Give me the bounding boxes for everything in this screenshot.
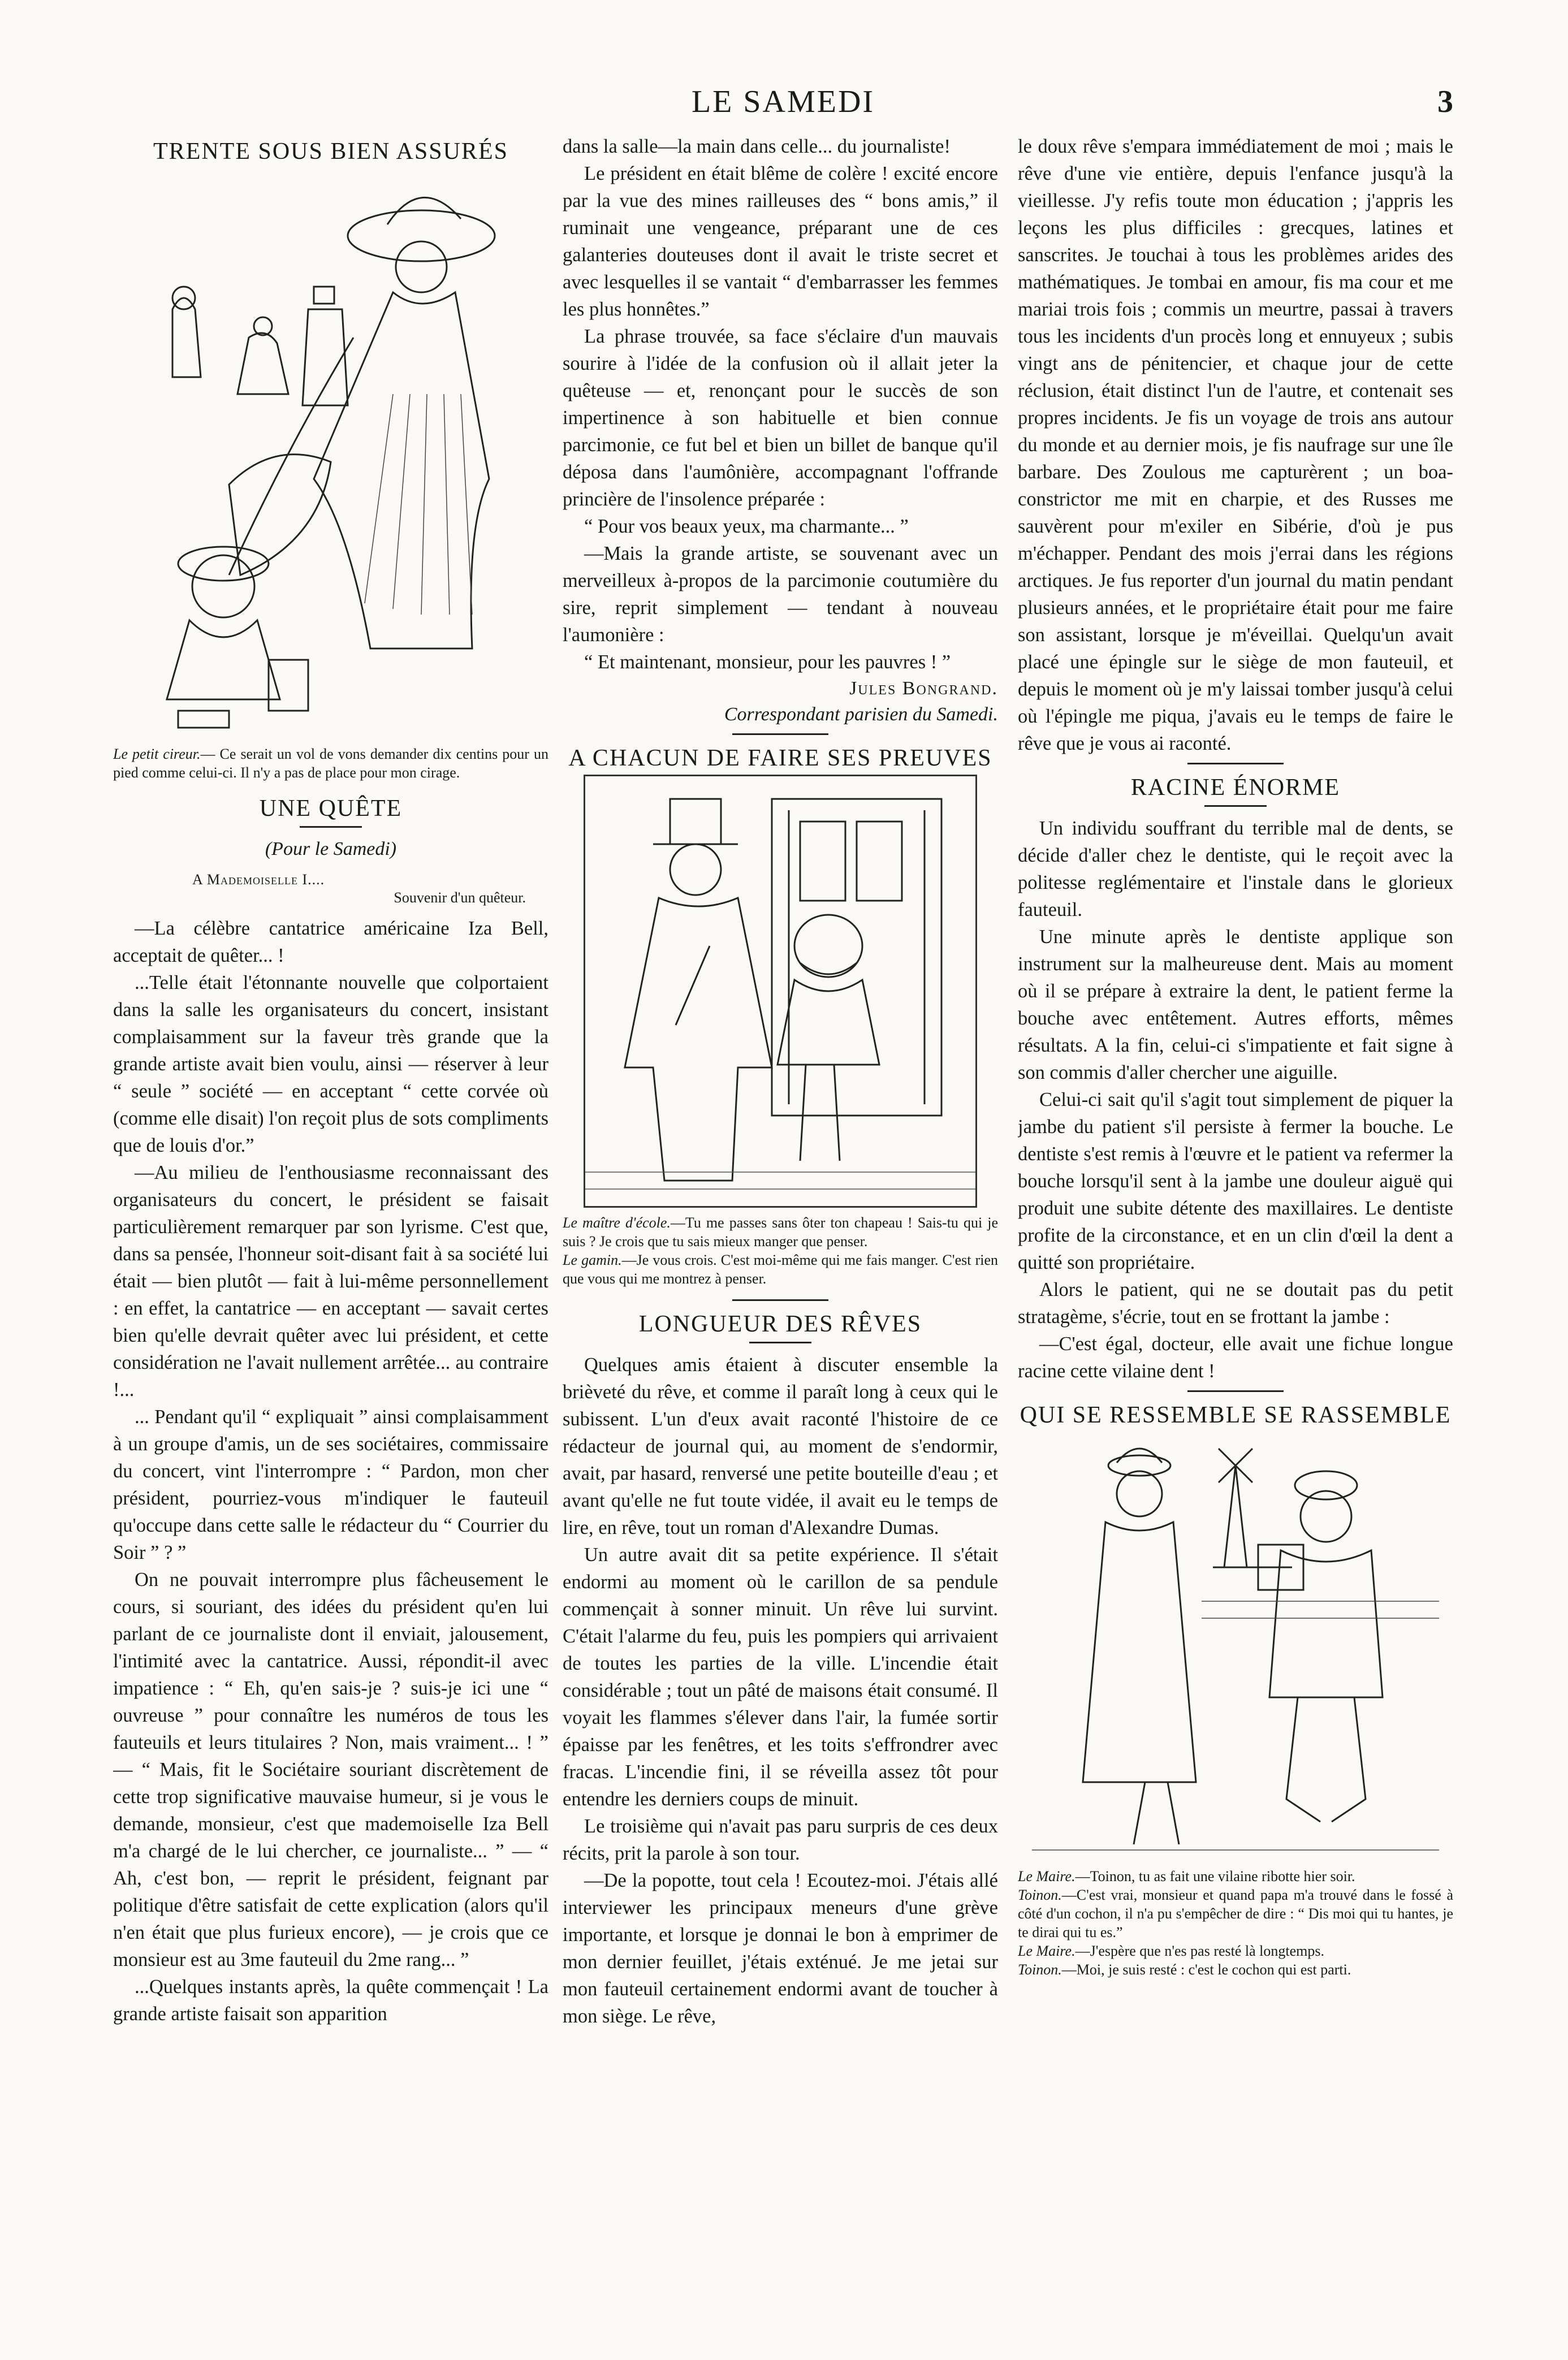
article-title-qui-se-ressemble: QUI SE RESSEMBLE SE RASSEMBLE: [1020, 1402, 1452, 1428]
article-byline: (Pour le Samedi): [265, 838, 397, 859]
article-title-racine-enorme: RACINE ÉNORME: [1130, 775, 1341, 801]
paragraph: Le troisième qui n'avait pas paru surpris de ces deux récits, prit la parole à son tour.: [563, 1816, 998, 1864]
column-2: [563, 133, 998, 2327]
section-rule: [1204, 805, 1267, 807]
paragraph: “ Et maintenant, monsieur, pour les pauvres ! ”: [584, 651, 951, 673]
newspaper-title: LE SAMEDI: [691, 84, 875, 119]
dedication: [113, 871, 548, 907]
illustration-shoeshine: [127, 168, 534, 739]
section-rule: [732, 1299, 828, 1301]
column-3: [1018, 133, 1453, 2327]
article-title-une-quete: UNE QUÊTE: [259, 796, 403, 822]
paragraph: Quelques amis étaient à discuter ensemble la brièveté du rêve, et comme il paraît long à ceux qui le subissent. L'un d'eux avait raconté l'histoire de ce rédacteur de journal qui, au moment de s'endormir, avait, par hasard, renversé une petite bouteille d'eau ; et avant qu'elle ne fut toute vidée, il avait eu le temps de lire, en rêve, tout un roman d'Alexandre Dumas.: [563, 1354, 998, 1538]
caption-speaker: Toinon.: [1018, 1961, 1062, 1978]
article-title-a-chacun: A CHACUN DE FAIRE SES PREUVES: [568, 745, 992, 771]
caption-text: —Tu me passes sans ôter ton chapeau ! Sais-tu qui je suis ? Je crois que tu sais mieux manger que penser.: [563, 1214, 998, 1250]
illustration-schoolmaster: [584, 775, 977, 1208]
caption-text: —Moi, je suis resté : c'est le cochon qui est parti.: [1061, 1961, 1351, 1978]
paragraph: Un individu souffrant du terrible mal de dents, se décide d'aller chez le dentiste, qui le reçoit avec la politesse reglémentaire et l'instale dans le glorieux fauteuil.: [1018, 818, 1453, 920]
caption-speaker: Toinon.: [1018, 1887, 1062, 1903]
paragraph: Le président en était blême de colère ! excité encore par la vue des mines railleuses des “ bons amis,” il ruminait une vengeance, préparant une de ces galanteries douteuses dont il avait le triste secret et avec lesquelles il se vantait “ d'embarrasser les femmes les plus honnêtes.”: [563, 163, 998, 320]
paragraph: —Au milieu de l'enthousiasme reconnaissant des organisateurs du concert, le président se faisait particulièrement remarquer par son lyrisme. C'est que, dans sa pensée, l'honneur soit-disant fait à sa société lui était — bien plutôt — fait à lui-même personnellement : en effet, la cantatrice — en acceptant — savait certes bien qu'elle devrait quêter avec lui président, et cette considération ne l'avait nullement arrêtée... au contraire !...: [113, 1162, 548, 1401]
caption-speaker: Le Maire.: [1018, 1868, 1075, 1884]
paragraph: On ne pouvait interrompre plus fâcheusement le cours, si souriant, des idées du président qu'en lui parlant de ce journaliste dont il enviait, jalousement, l'intimité avec la cantatrice. Aussi, répondit-il avec impatience : “ Eh, qu'en sais-je ? suis-je ici une “ ouvreuse ” pour connaître les numéros de tous les fauteuils et leurs titulaires ? Non, mais vraiment... ! ” — “ Mais, fit le Sociétaire souriant discrètement de cette trop significative mauvaise humeur, si je vous le demande, monsieur, c'est que mademoiselle Iza Bell m'a chargé de le lui chercher, ce journaliste... ” — “ Ah, c'est bon, — reprit le président, feignant par politique d'être satisfait de cette explication (alors qu'il n'en était que plus furieux encore), — je crois que ce monsieur est au 3me fauteuil du 2me rang... ”: [113, 1569, 548, 1970]
caption-speaker: Le gamin.: [563, 1252, 622, 1268]
paragraph: —De la popotte, tout cela ! Ecoutez-moi. J'étais allé interviewer les principaux meneurs d'une grève importante, et lorsque je donnai le bon à emprimer de mon dernier feuillet, j'étais exténué. Je me jetai sur mon fauteuil certainement endormi avant de toucher à mon siège. Le rêve,: [563, 1870, 998, 2027]
caption-text: —J'espère que n'es pas resté là longtemps.: [1075, 1943, 1324, 1959]
caption-text: —Je vous crois. C'est moi-même qui me fais manger. C'est rien que vous qui me montrez à penser.: [563, 1252, 998, 1287]
paragraph: —Mais la grande artiste, se souvenant avec un merveilleux à-propos de la parcimonie coutumière du sire, reprit simplement — tendant à nouveau l'aumonière :: [563, 543, 998, 646]
paragraph: Alors le patient, qui ne se doutait pas du petit stratagème, s'écrie, tout en se frottant la jambe :: [1018, 1279, 1453, 1328]
paragraph: Une minute après le dentiste applique son instrument sur la malheureuse dent. Mais au moment où il se prépare à extraire la dent, le patient ferme la bouche avec entêtement. Autres efforts, mêmes résultats. A la fin, celui-ci s'impatiente et fait signe à son commis d'aller chercher une aiguille.: [1018, 926, 1453, 1083]
section-rule: [1187, 1390, 1284, 1392]
paragraph: ...Telle était l'étonnante nouvelle que colportaient dans la salle les organisateurs du concert, insistant complaisamment sur la faveur très grande que la grande artiste avait bien voulu, ainsi — réserver à leur “ seule ” société — en acceptant “ cette corvée où (comme elle disait) l'on reçoit plus de sots compliments que de louis d'or.”: [113, 972, 548, 1156]
dedication-note: Souvenir d'un quêteur.: [394, 889, 526, 906]
caption-text: —Toinon, tu as fait une vilaine ribotte hier soir.: [1075, 1868, 1355, 1884]
caption-speaker: Le maître d'école.: [563, 1214, 671, 1231]
paragraph: —La célèbre cantatrice américaine Iza Bell, acceptait de quêter... !: [113, 918, 548, 966]
paragraph: —C'est égal, docteur, elle avait une fichue longue racine cette vilaine dent !: [1018, 1333, 1453, 1382]
paragraph: Celui-ci sait qu'il s'agit tout simplement de piquer la jambe du patient s'il persiste à fermer la bouche. Le dentiste s'est remis à l'œuvre et le patient va refermer la bouche lorsqu'il sent à la jambe une douleur aiguë qui produit une subite détente des maxillaires. Le dentiste profite de la circonstance, et en un clin d'œil la dent a quitté son propriétaire.: [1018, 1089, 1453, 1273]
page-number: 3: [1437, 84, 1453, 119]
paragraph: ...Quelques instants après, la quête commençait ! La grande artiste faisait son apparition: [113, 1976, 548, 2025]
caption-schoolmaster: [563, 1213, 998, 1288]
article-title-trente-sous: TRENTE SOUS BIEN ASSURÉS: [153, 139, 508, 165]
caption-text: —C'est vrai, monsieur et quand papa m'a trouvé dans le fossé à côté d'un cochon, il n'a pu s'empêcher de dire : “ Dis moi qui tu hantes, je te dirai qui tu es.”: [1018, 1887, 1453, 1940]
caption-shoeshine: [113, 745, 548, 782]
caption-text: — Ce serait un vol de vons demander dix centins pour un pied comme celui-ci. Il n'y a pas de place pour mon cirage.: [113, 746, 548, 781]
caption-speaker: Le Maire.: [1018, 1943, 1075, 1959]
section-rule: [1187, 763, 1284, 764]
paragraph: La phrase trouvée, sa face s'éclaire d'un mauvais sourire à l'idée de la confusion où il allait jeter la quêteuse — et, renonçant pour le succès de son impertinence à son habituelle et bien connue parcimonie, ce fut bel et bien un billet de banque qu'il déposa dans l'aumônière, accompagnant l'offrande princière de l'insolence préparée :: [563, 326, 998, 510]
illustration-maire-toinon: [1032, 1432, 1439, 1861]
article-title-longueur-des-reves: LONGUEUR DES RÊVES: [638, 1311, 922, 1337]
paragraph: Un autre avait dit sa petite expérience. Il s'était endormi au moment où le carillon de sa pendule commençait à sonner minuit. Un rêve lui survint. C'était l'alarme du feu, puis les pompiers qui arrivaient de toutes les parties de la ville. L'incendie était considérable ; tout un pâté de maisons était consumé. Il voyait les flammes s'élever dans l'air, la fumée sortir épaisse par les fenêtres, et les toits s'effrondrer avec fracas. L'incendie fini, il se réveilla assez tôt pour entendre les derniers coups de minuit.: [563, 1544, 998, 1810]
paragraph: dans la salle—la main dans celle... du journaliste!: [563, 136, 951, 157]
author-role: Correspondant parisien du Samedi.: [724, 704, 998, 725]
column-1: [113, 133, 548, 2327]
section-rule: [749, 1342, 811, 1343]
dedication-recipient: A Mademoiselle I....: [192, 871, 325, 888]
author-signature: Jules Bongrand.: [849, 678, 998, 699]
paragraph: le doux rêve s'empara immédiatement de moi ; mais le rêve d'une vie entière, depuis l'enfance jusqu'à la vieillesse. J'y refis toute mon éducation ; j'appris les leçons les plus difficiles : grecques, latines et sanscrites. Je touchai à tous les problèmes arides des mathématiques. Je tombai en amour, fis ma cour et me mariai trois fois ; commis un meurtre, passai à travers tous les incidents d'un procès long et ennuyeux ; subis vingt ans de pénitencier, et chaque jour de cette réclusion, était distinct l'un de l'autre, et contenait ses propres incidents. Je fis un voyage de trois ans autour du monde et au dernier mois, je fis naufrage sur une île barbare. Des Zoulous me capturèrent ; un boa-constrictor me mit en charpie, et des Russes me sauvèrent pour m'exiler en Sibérie, d'où je pus m'échapper. Pendant des mois j'errai dans les régions arctiques. Je fus reporter d'un journal du matin pendant plusieurs années, et le propriétaire était pour me faire son assistant, lorsque je m'éveillai. Quelqu'un avait placé une épingle sur le siège de mon fauteuil, et depuis le moment où je m'y laissai tomber jusqu'à celui où l'épingle me piqua, j'avais eu le temps de faire le rêve que je vous ai raconté.: [1018, 136, 1453, 754]
paragraph: ... Pendant qu'il “ expliquait ” ainsi complaisamment à un groupe d'amis, un de ses sociétaires, commissaire du concert, vint l'interrompre : “ Pardon, mon cher président, pourriez-vous m'indiquer le fauteuil qu'occupe dans cette salle le rédacteur du “ Courrier du Soir ” ? ”: [113, 1406, 548, 1563]
section-rule: [300, 826, 362, 828]
running-head: [113, 84, 1453, 123]
paragraph: “ Pour vos beaux yeux, ma charmante... ”: [584, 516, 909, 537]
caption-maire-toinon: [1018, 1867, 1453, 1979]
section-rule: [732, 733, 828, 735]
caption-speaker: Le petit cireur.: [113, 746, 201, 762]
